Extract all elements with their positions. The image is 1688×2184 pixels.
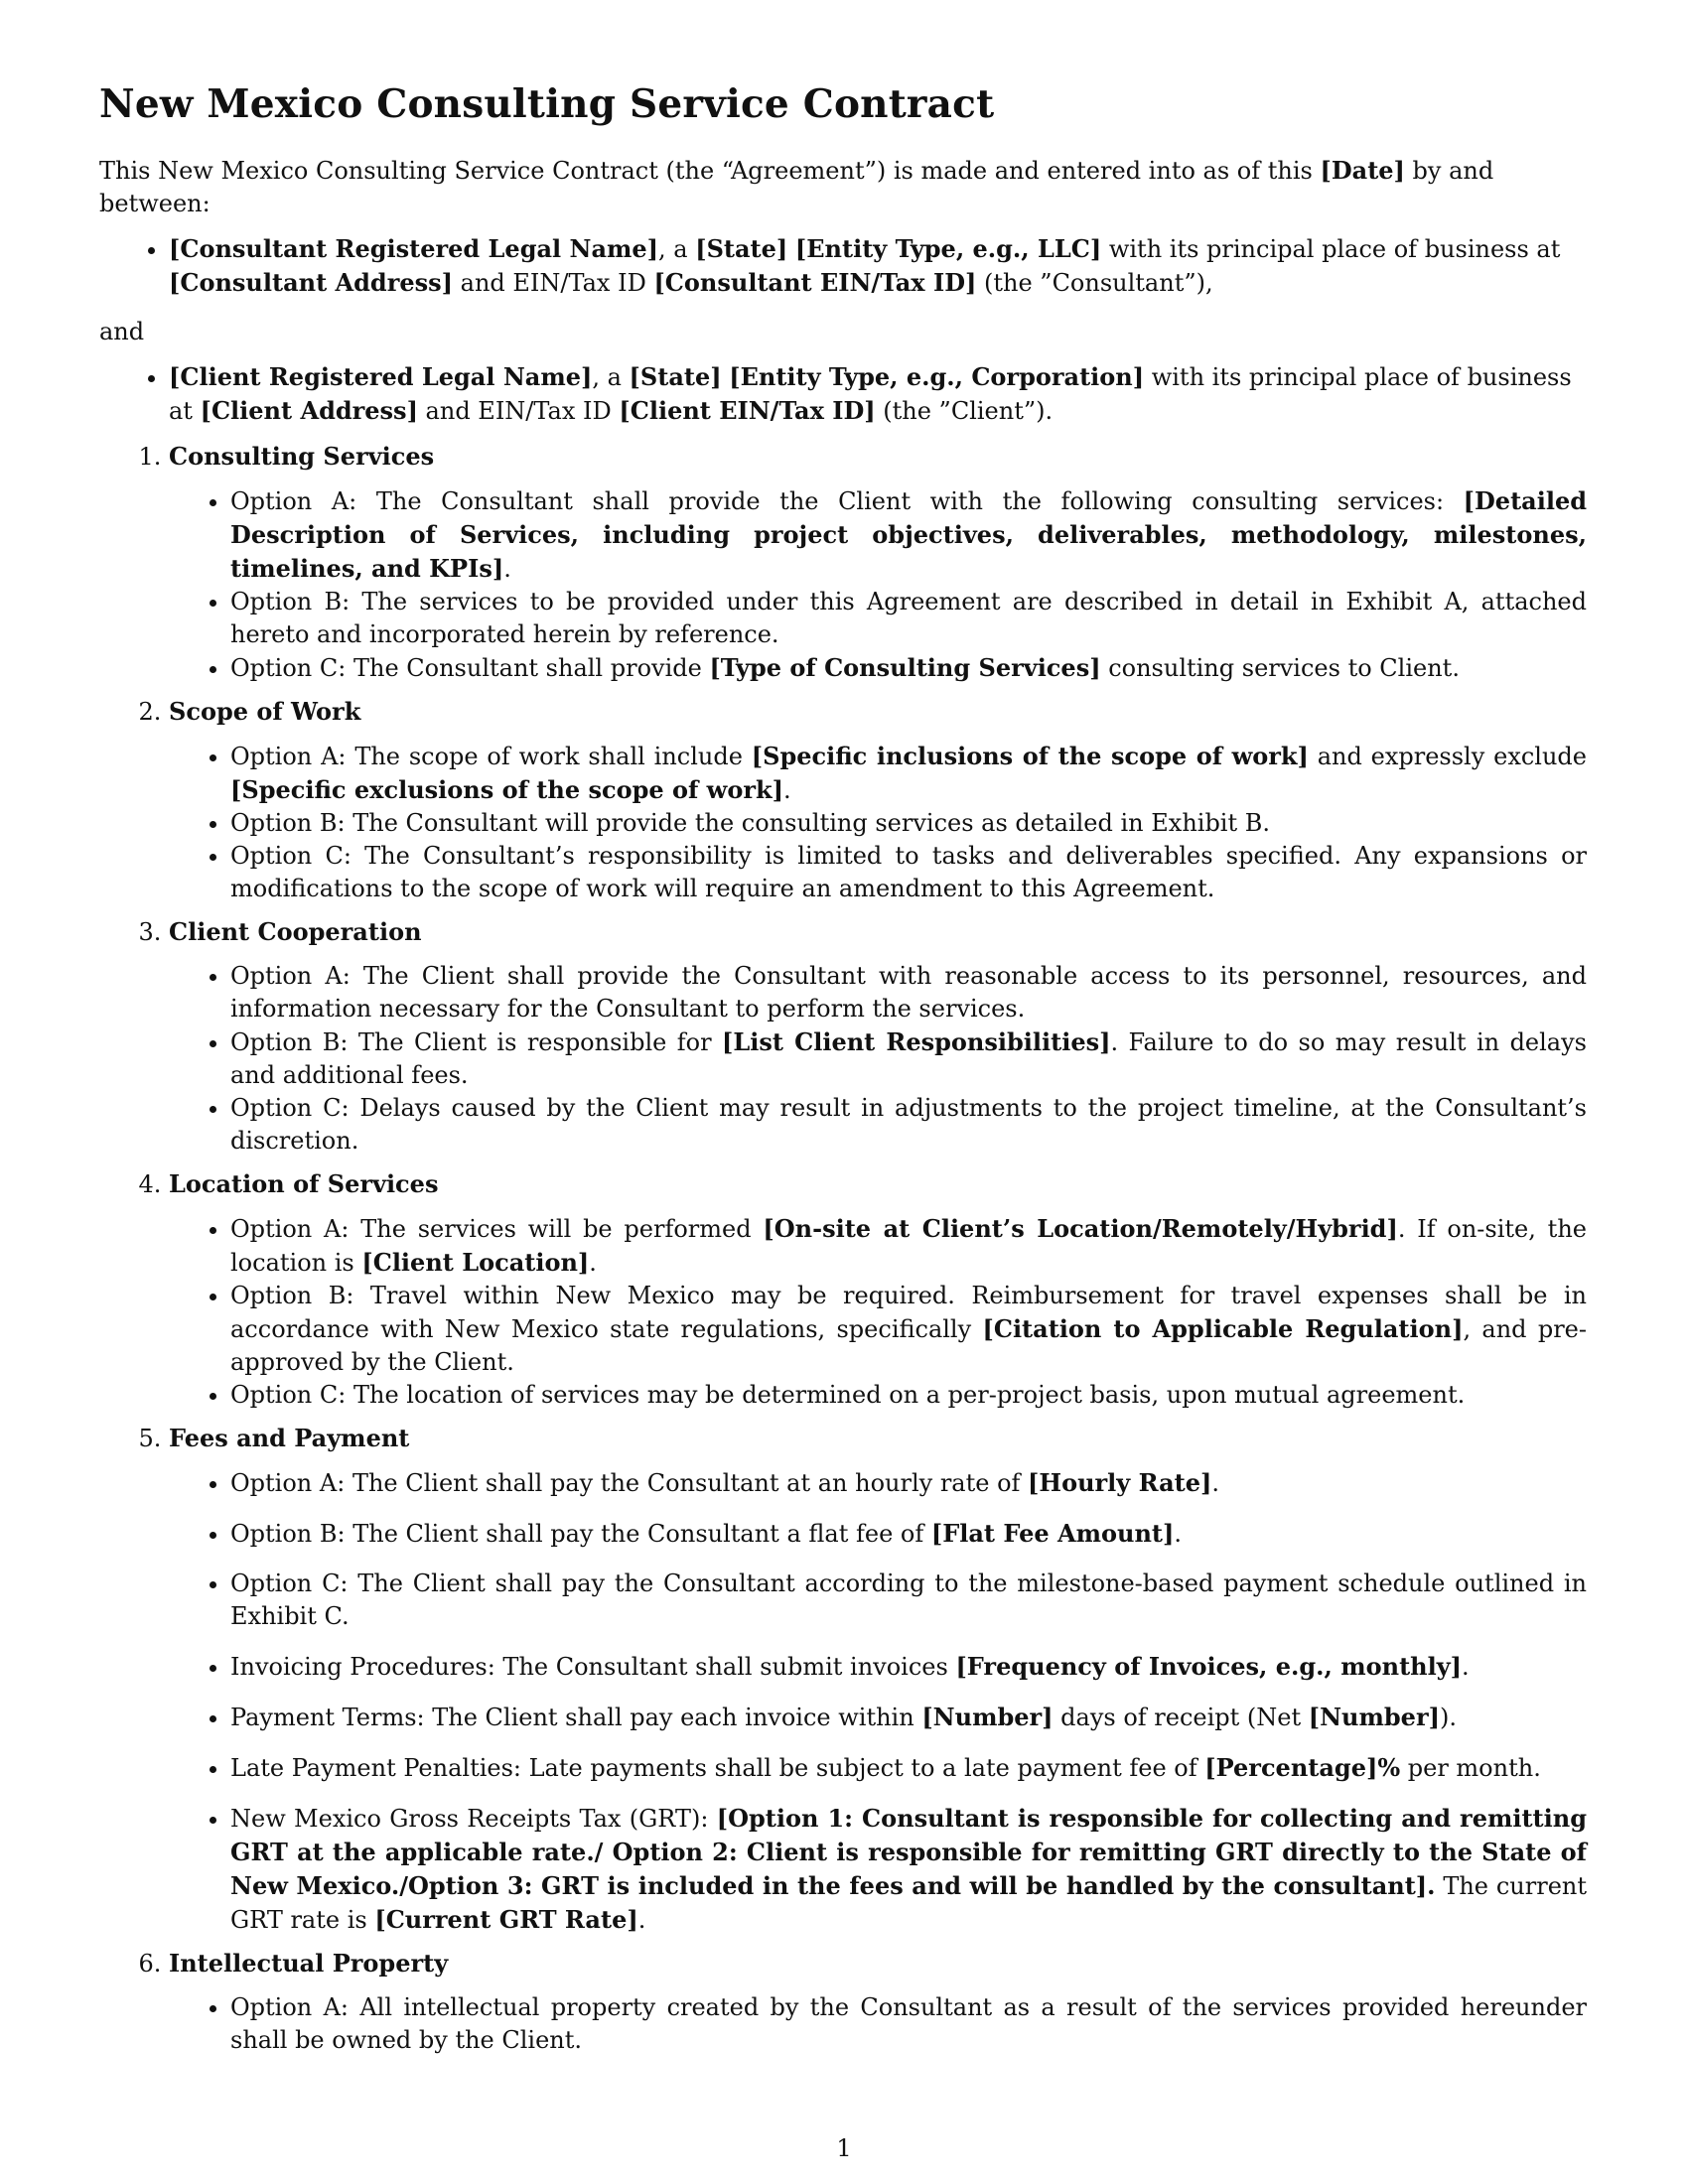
contract-page [99, 81, 1587, 2067]
invoicing-procedures: • Invoicing Procedures: The Consultant shall submit invoices [Frequency of Invoices, e.g., monthly]. [230, 1650, 1587, 1684]
contract-sections [99, 440, 1587, 2057]
section-title: 1. Consulting Services [169, 441, 435, 471]
option-list [169, 1212, 1587, 1412]
option-c: • Option C: The Consultant’s responsibility is limited to tasks and deliverables specified. Any expansions or modifications to the scope of work will require an amendment to this Agreement. [230, 840, 1587, 905]
option-list [169, 740, 1587, 905]
section-title: 6. Intellectual Property [169, 1948, 449, 1978]
section-title: 3. Client Cooperation [169, 916, 422, 946]
and-connector: and [99, 317, 145, 345]
section-intellectual-property [169, 1947, 1587, 2057]
option-b: • Option B: The Consultant will provide the consulting services as detailed in Exhibit B. [230, 807, 1587, 840]
section-location-of-services [169, 1167, 1587, 1412]
gross-receipts-tax: • New Mexico Gross Receipts Tax (GRT): [Option 1: Consultant is responsible for collecting and remitting GRT at the applicable rate./ Option 2: Client is responsible for remitting GRT directly to the State of New Mexico./Option 3: GRT is included in the fees and will be handled by the consultant]. The current GRT rate is [Current GRT Rate]. [230, 1802, 1587, 1937]
section-title: 2. Scope of Work [169, 696, 361, 726]
section-fees-and-payment [169, 1422, 1587, 1937]
intro-paragraph: This New Mexico Consulting Service Contract (the “Agreement”) is made and entered into as of this [Date] by and between: [99, 155, 1494, 217]
option-a: • Option A: All intellectual property created by the Consultant as a result of the services provided hereunder shall be owned by the Client. [230, 1991, 1587, 2057]
section-title: 4. Location of Services [169, 1168, 439, 1198]
consultant-party-list [99, 232, 1587, 300]
document-title: New Mexico Consulting Service Contract [99, 81, 995, 127]
option-b: • Option B: Travel within New Mexico may be required. Reimbursement for travel expenses shall be in accordance with New Mexico state regulations, specifically [Citation to Applicable Regulation], and pre-approved by the Client. [230, 1280, 1587, 1379]
option-list [169, 960, 1587, 1158]
page-number: 1 [836, 2134, 852, 2162]
section-consulting-services [169, 440, 1587, 685]
option-b: • Option B: The Client is responsible for [List Client Responsibilities]. Failure to do so may result in delays and additional fees. [230, 1025, 1587, 1092]
option-a: • Option A: The scope of work shall include [Specific inclusions of the scope of work] and expressly exclude [Specific exclusions of the scope of work]. [230, 740, 1587, 807]
option-list [169, 484, 1587, 685]
section-client-cooperation [169, 915, 1587, 1158]
option-c: • Option C: Delays caused by the Client may result in adjustments to the project timeline, at the Consultant’s discretion. [230, 1092, 1587, 1158]
option-a: • Option A: The Consultant shall provide the Client with the following consulting services: [Detailed Description of Services, including project objectives, deliverables, methodology, milestones, timelines, and KPIs]. [230, 484, 1587, 586]
option-list [169, 1991, 1587, 2057]
client-party-list [99, 360, 1587, 428]
section-scope-of-work [169, 695, 1587, 905]
date-placeholder: [Date] [1320, 155, 1405, 185]
option-a: • Option A: The Client shall pay the Consultant at an hourly rate of [Hourly Rate]. [230, 1466, 1587, 1500]
option-c: • Option C: The Client shall pay the Consultant according to the milestone-based payment schedule outlined in Exhibit C. [230, 1568, 1587, 1633]
payment-terms: • Payment Terms: The Client shall pay each invoice within [Number] days of receipt (Net [Number]). [230, 1701, 1587, 1734]
section-title: 5. Fees and Payment [169, 1423, 410, 1452]
option-c: • Option C: The Consultant shall provide [Type of Consulting Services] consulting services to Client. [230, 651, 1587, 685]
option-a: • Option A: The Client shall provide the Consultant with reasonable access to its personnel, resources, and information necessary for the Consultant to perform the services. [230, 960, 1587, 1025]
option-c: • Option C: The location of services may be determined on a per-project basis, upon mutual agreement. [230, 1379, 1587, 1412]
late-payment-penalties: • Late Payment Penalties: Late payments shall be subject to a late payment fee of [Percentage]% per month. [230, 1751, 1587, 1785]
client-party: • [Client Registered Legal Name], a [State] [Entity Type, e.g., Corporation] with its principal place of business at [Client Address] and EIN/Tax ID [Client EIN/Tax ID] (the ”Client”). [169, 360, 1587, 428]
option-a: • Option A: The services will be performed [On-site at Client’s Location/Remotely/Hybrid]. If on-site, the location is [Client Location]. [230, 1212, 1587, 1280]
option-b: • Option B: The services to be provided under this Agreement are described in detail in Exhibit A, attached hereto and incorporated herein by reference. [230, 586, 1587, 651]
consultant-party: • [Consultant Registered Legal Name], a [State] [Entity Type, e.g., LLC] with its principal place of business at [Consultant Address] and EIN/Tax ID [Consultant EIN/Tax ID] (the ”Consultant”), [169, 232, 1587, 300]
option-list [169, 1466, 1587, 1937]
option-b: • Option B: The Client shall pay the Consultant a flat fee of [Flat Fee Amount]. [230, 1517, 1587, 1551]
